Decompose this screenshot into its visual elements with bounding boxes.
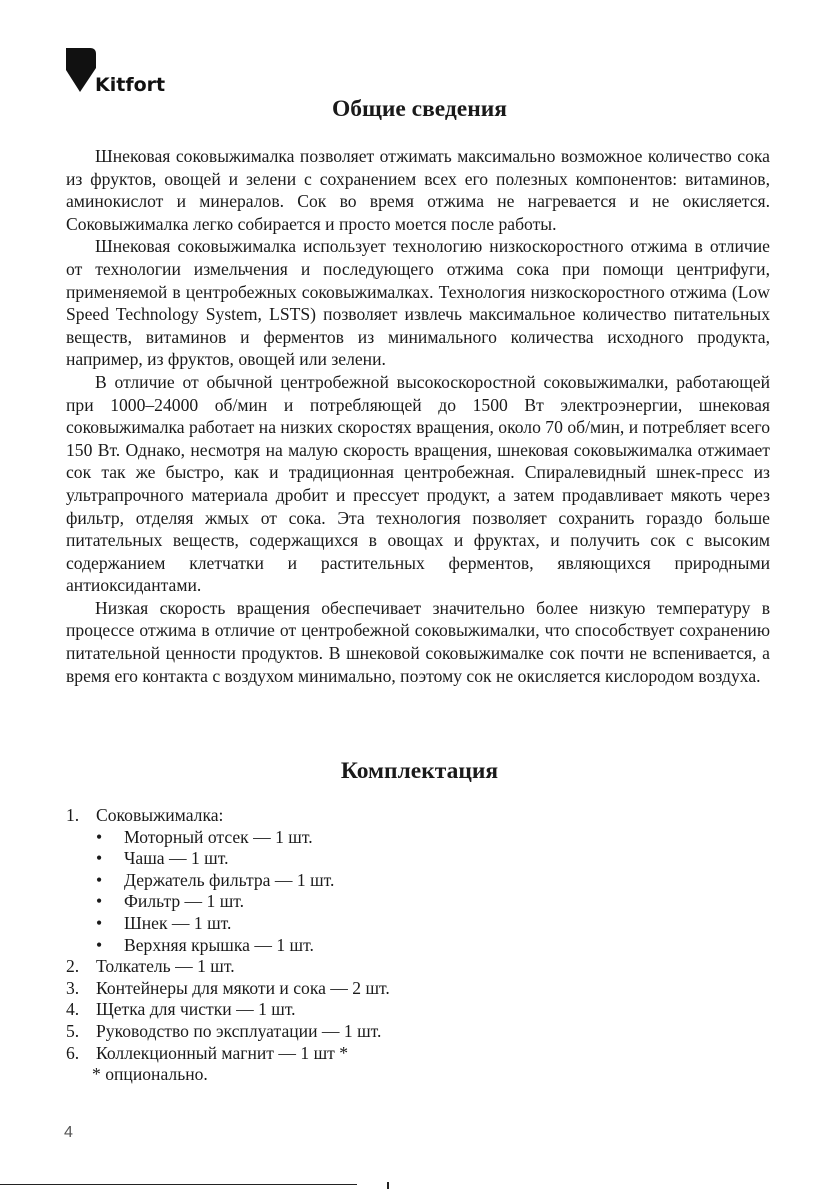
list-subitem bbox=[66, 870, 766, 892]
section-title-package-contents: Комплектация bbox=[340, 758, 499, 784]
list-number: 3. bbox=[66, 977, 80, 998]
list-item-text: Коллекционный магнит — 1 шт * bbox=[96, 1042, 349, 1063]
bullet: • bbox=[96, 826, 103, 847]
list-item-text: Шнек — 1 шт. bbox=[124, 912, 232, 933]
list-number: 1. bbox=[66, 805, 80, 825]
list-item-text: Чаша — 1 шт. bbox=[124, 848, 229, 869]
page-number: 4 bbox=[64, 1124, 73, 1141]
logo-wordmark: Kitfort bbox=[95, 74, 166, 96]
list-item bbox=[66, 956, 766, 978]
list-number: 4. bbox=[66, 999, 80, 1020]
bottom-divider bbox=[0, 1184, 357, 1185]
list-subitem bbox=[66, 935, 766, 957]
list-item-text: Фильтр — 1 шт. bbox=[124, 891, 245, 912]
list-item bbox=[66, 805, 766, 827]
list-item bbox=[66, 978, 766, 1000]
section-title-general-info: Общие сведения bbox=[331, 96, 508, 122]
list-item-text: Руководство по эксплуатации — 1 шт. bbox=[96, 1020, 382, 1041]
list-subitem bbox=[66, 848, 766, 870]
list-subitem bbox=[66, 827, 766, 849]
list-item bbox=[66, 999, 766, 1021]
bullet: • bbox=[96, 934, 103, 955]
paragraph: В отличие от обычной центробежной высокоскоростной соковыжималки, работающей при 1000–24000 об/мин и потребляющей до 1500 Вт электроэнергии, шнековая соковыжималка работает на низких скоростях вращения, около 70 об/мин, и потребляет всего 150 Вт. Однако, несмотря на малую скорость вращения, шнековая соковыжималка отжимает сок так же быстро, как и традиционная центробежная. Спиралевидный шнек-пресс из ультрапрочного материала дробит и прессует продукт, а затем продавливает мякоть через фильтр, отделяя жмых от сока. Эта технология позволяет сохранить гораздо больше питательных веществ, содержащихся в овощах и фруктах, и получить сок с высоким содержанием клетчатки и растительных ферментов, являющихся природными антиоксидантами. bbox=[66, 371, 770, 596]
list-item-text: Соковыжималка: bbox=[96, 805, 224, 825]
list-item bbox=[66, 1021, 766, 1043]
kitfort-logo-mark-icon bbox=[66, 48, 96, 92]
list-number: 2. bbox=[66, 956, 80, 977]
bullet: • bbox=[96, 869, 103, 890]
list-number: 5. bbox=[66, 1020, 80, 1041]
list-item bbox=[66, 1043, 766, 1065]
kitfort-logo bbox=[66, 48, 176, 100]
list-subitem bbox=[66, 913, 766, 935]
paragraph: Низкая скорость вращения обеспечивает значительно более низкую температуру в процессе отжима в отличие от центробежной соковыжималки, что способствует сохранению питательной ценности продуктов. В шнековой соковыжималке сок почти не вспенивается, а время его контакта с воздухом минимально, поэтому сок не окисляется кислородом воздуха. bbox=[66, 597, 770, 686]
list-item-text: Верхняя крышка — 1 шт. bbox=[124, 934, 314, 955]
bullet: • bbox=[96, 848, 103, 869]
optional-footnote: * опционально. bbox=[92, 1064, 208, 1085]
list-item-text: Моторный отсек — 1 шт. bbox=[124, 826, 313, 847]
list-item-text: Держатель фильтра — 1 шт. bbox=[124, 869, 335, 890]
paragraph: Шнековая соковыжималка позволяет отжимать максимально возможное количество сока из фруктов, овощей и зелени с сохранением всех его полезных компонентов: витаминов, аминокислот и минералов. Сок во время отжима не нагревается и не окисляется. Соковыжималка легко собирается и просто моется после работы. bbox=[66, 146, 770, 234]
list-subitem bbox=[66, 891, 766, 913]
footnote-row bbox=[66, 1064, 766, 1086]
general-info-body bbox=[66, 145, 770, 687]
package-contents-list bbox=[66, 805, 766, 1086]
bottom-crop-mark bbox=[387, 1182, 389, 1189]
paragraph: Шнековая соковыжималка использует технологию низкоскоростного отжима в отличие от технологии измельчения и последующего отжима сока при помощи центрифуги, применяемой в центробежных соковыжималках. Технология низкоскоростного отжима (Low Speed Technology System, LSTS) позволяет извлечь максимальное количество питательных веществ, витаминов и ферментов из минимального количества исходного продукта, например, из фруктов, овощей или зелени. bbox=[66, 236, 770, 370]
bullet: • bbox=[96, 891, 103, 912]
list-item-text: Щетка для чистки — 1 шт. bbox=[96, 999, 296, 1020]
list-item-text: Контейнеры для мякоти и сока — 2 шт. bbox=[96, 977, 390, 998]
list-number: 6. bbox=[66, 1042, 80, 1063]
bullet: • bbox=[96, 912, 103, 933]
list-item-text: Толкатель — 1 шт. bbox=[96, 956, 235, 977]
